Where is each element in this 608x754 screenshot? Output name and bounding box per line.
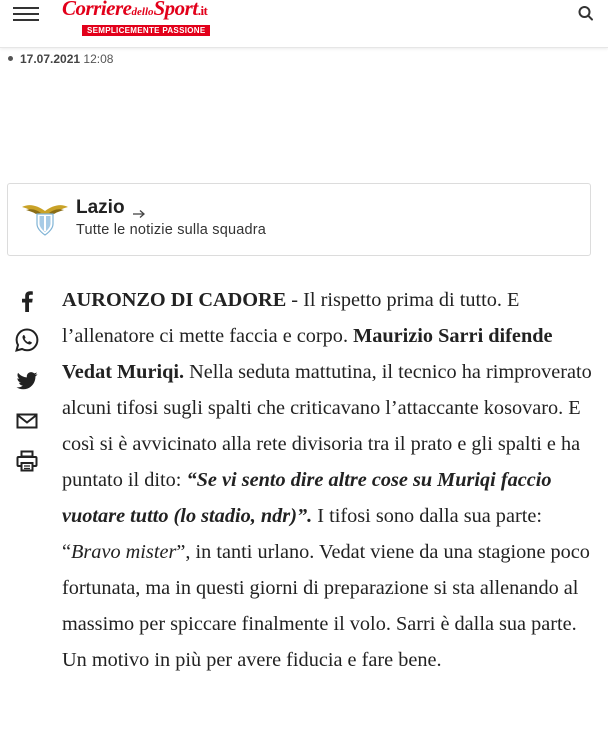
- article-quote: “Se vi sento dire altre cose su Muriqi faccio vuotare tutto (lo stadio, ndr)”.: [62, 469, 552, 527]
- team-link-card[interactable]: [7, 183, 591, 256]
- share-whatsapp-button[interactable]: [13, 326, 41, 354]
- team-subtitle: Tutte le notizie sulla squadra: [76, 222, 267, 238]
- lazio-crest-icon: [20, 198, 70, 238]
- share-email-button[interactable]: [13, 407, 41, 435]
- arrow-right-icon: [132, 206, 146, 216]
- print-icon: [16, 450, 38, 472]
- article-body: [62, 282, 596, 678]
- bullet-icon: [8, 56, 13, 61]
- site-header: [0, 0, 608, 48]
- search-icon[interactable]: [577, 4, 595, 22]
- article-time: 12:08: [83, 52, 114, 66]
- article-text: ”, in tanti urlano. Vedat viene da una stagione poco fortunata, ma in questi giorni di preparazione si sta allenando al massimo per spiccare finalmente il volo. Sarri è dalla sua parte. Un motivo in più per avere fiducia e fare bene.: [62, 541, 590, 671]
- email-icon: [16, 413, 38, 429]
- menu-icon[interactable]: [13, 7, 39, 23]
- facebook-icon: [20, 290, 34, 312]
- logo-wordmark: CorrieredelloSport.it: [62, 0, 208, 20]
- article-italic: Bravo mister: [71, 541, 177, 563]
- article-date: 17.07.2021: [20, 52, 81, 66]
- article-text: I tifosi sono dalla sua parte: “: [62, 505, 542, 563]
- article-dateline: [8, 52, 113, 66]
- team-name: Lazio: [76, 197, 125, 218]
- article-location: AURONZO DI CADORE: [62, 289, 287, 311]
- article-highlight: Maurizio Sarri difende Vedat Muriqi.: [62, 325, 553, 383]
- twitter-icon: [16, 372, 38, 390]
- print-button[interactable]: [13, 447, 41, 475]
- article-text: - Il rispetto prima di tutto. E l’allenatore ci mette faccia e corpo.: [62, 289, 520, 347]
- article-text: Nella seduta mattutina, il tecnico ha rimproverato alcuni tifosi sugli spalti che criticavano l’attaccante kosovaro. E così si è avvicinato alla rete divisoria tra il prato e gli spalti e ha puntato il dito:: [62, 361, 592, 491]
- whatsapp-icon: [14, 327, 40, 353]
- share-facebook-button[interactable]: [13, 287, 41, 315]
- site-logo[interactable]: [62, 0, 228, 40]
- share-twitter-button[interactable]: [13, 367, 41, 395]
- logo-tagline: SEMPLICEMENTE PASSIONE: [82, 25, 210, 36]
